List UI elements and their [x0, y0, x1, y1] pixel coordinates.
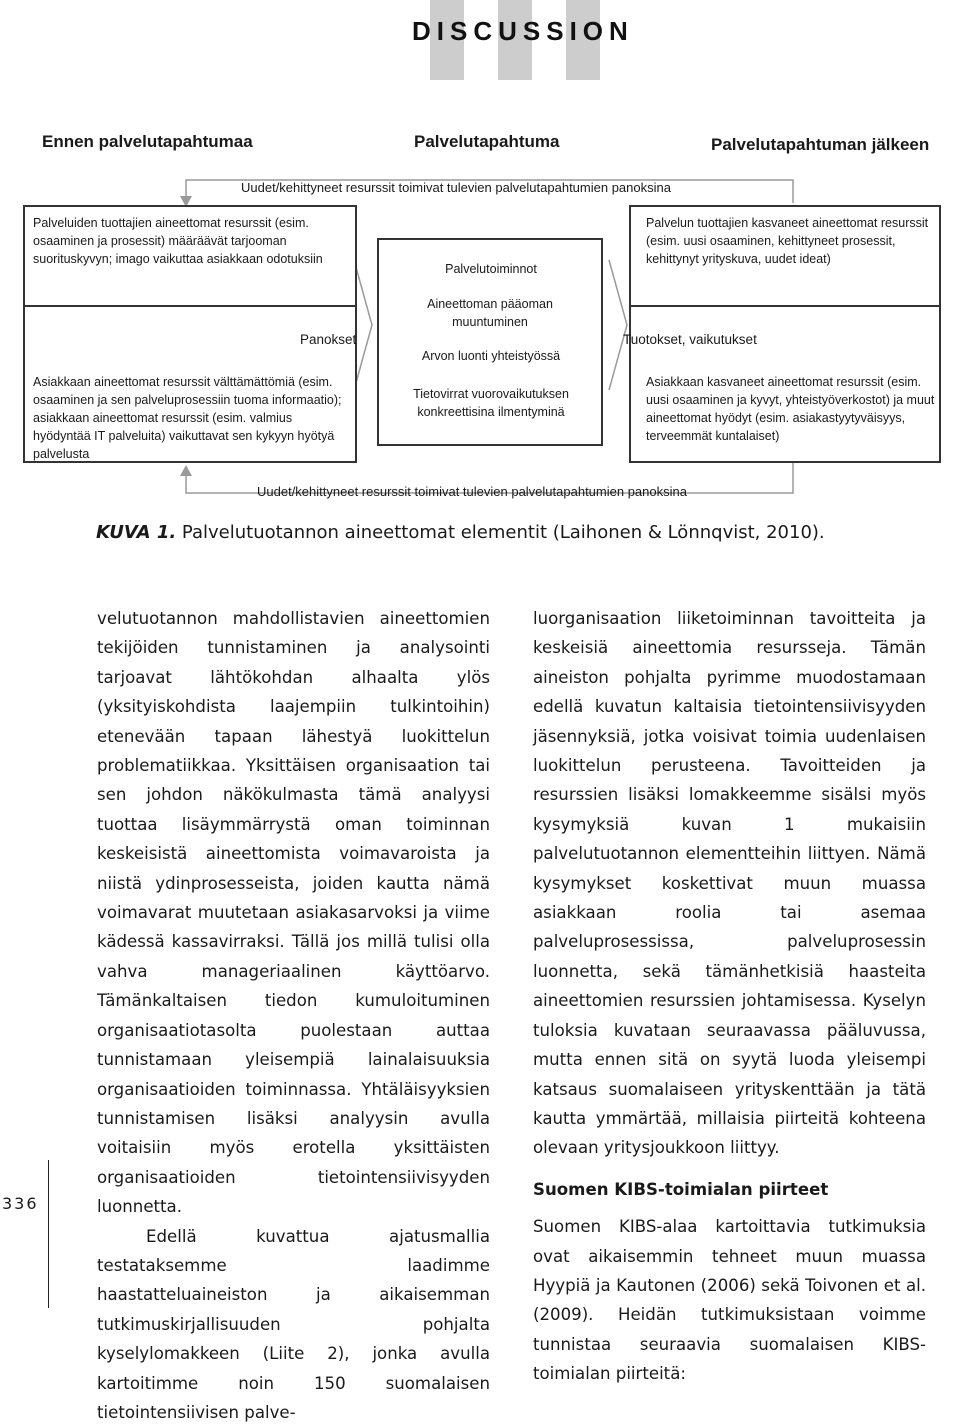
chevron-right: [609, 260, 627, 390]
figure-caption: [96, 522, 825, 543]
paragraph: Suomen KIBS-alaa kartoittavia tutkimuksia ovat aikaisemmin tehneet muun muassa Hyypiä ja Kautonen (2006) sekä Toivonen et al. (2009). Heidän tutkimuksistaan voimme tunnistaa seuraavia suomalaisen KIBS-toimialan piirteitä:: [533, 1217, 926, 1384]
arrowhead-bottom: [180, 465, 192, 476]
inputs-label: Panokset: [300, 332, 357, 347]
body-column-left: [97, 604, 490, 1427]
column-heading-after: Palvelutapahtuman jälkeen: [711, 135, 930, 154]
box-after-top-text: Palvelun tuottajien kasvaneet aineettomat resurssit (esim. uusi osaaminen, kehittyneet prosessit, kehittynyt yrityskuva, uudet ideat): [646, 216, 929, 266]
paragraph: velutuotannon mahdollistavien aineettomien tekijöiden tunnistaminen ja analysointi tarjoavat lähtökohdan alhaalta ylös (yksityiskohdista laajempiin tulkintoihin) etenevään tapaan lähestyä luokittelun problematiikkaa. Yksittäisen organisaation tai sen johdon näkökulmasta tämä analyysi tuottaa lisäymmärrystä oman toiminnan keskeisistä aineettomista voimavaroista ja niistä ydinprosesseista, joiden kautta nämä voimavarat muutetaan asiakasarvoksi ja viime kädessä kassavirraksi. Tällä jos millä tulisi olla vahva manageriaalinen käyttöarvo. Tämänkaltaisen tiedon kumuloituminen organisaatiotasolta puolestaan auttaa tunnistamaan yleisempiä lainalaisuuksia organisaatioiden toiminnassa. Yhtäläisyyksien tunnistamisen lisäksi analyysin avulla voitaisiin myös erotella yksittäisten organisaatioiden tietointensiivisyyden luonnetta.: [97, 609, 490, 1217]
page-number: 336: [2, 1194, 39, 1213]
subsection-heading: Suomen KIBS-toimialan piirteet: [533, 1179, 829, 1199]
body-column-right: [533, 604, 926, 1389]
box-before-top-text: Palveluiden tuottajien aineettomat resurssit (esim. osaaminen ja prosessit) määräävät tarjooman suorituskyvyn; imago vaikuttaa asiakkaan odotuksiin: [33, 216, 323, 266]
center-item-operations: Palvelutoiminnot: [445, 262, 537, 276]
center-item-information-flows: Tietovirrat vuorovaikutuksen konkreettisina ilmentyminä: [413, 387, 569, 419]
outputs-label: Tuotokset, vaikutukset: [623, 332, 757, 347]
box-after-bottom-text: Asiakkaan kasvaneet aineettomat resurssit (esim. uusi osaaminen ja kyvyt, yhteistyöverkostot) ja muut aineettomat hyödyt (esim. asiakastyytyväisyys, terveemmät kuntalaiset): [646, 375, 935, 443]
box-before-bottom-text: Asiakkaan aineettomat resurssit välttämättömiä (esim. osaaminen ja sen palveluprosessiin tuoma informaatio); asiakkaan aineettomat resurssit (esim. valmius hyödyntää IT palveluita) vaikuttavat sen kykyyn hyötyä palvelusta: [33, 375, 342, 461]
center-item-value-creation: Arvon luonti yhteistyössä: [421, 349, 561, 363]
caption-label: KUVA 1.: [96, 522, 177, 543]
caption-text: Palvelutuotannon aineettomat elementit (Laihonen & Lönnqvist, 2010).: [176, 522, 825, 543]
paragraph: luorganisaation liiketoiminnan tavoitteita ja keskeisiä aineettomia resursseja. Tämän aineiston pohjalta pyrimme muodostamaan edellä kuvatun kaltaisia tietointensiivisyyden jäsennyksiä, jotka voisivat toimia uudenlaisen luokittelun perusteena. Tavoitteiden ja resurssien lisäksi lomakkeemme sisälsi myös kysymyksiä kuvan 1 mukaisiin palvelutuotannon elementteihin liittyen. Nämä kysymykset koskettivat muun muassa asiakkaan roolia tai asemaa palveluprosessissa, palveluprosessin luonnetta, sekä tämänhetkisiä haasteita aineettomien resurssien johtamisessa. Kyselyn tuloksia kuvataan seuraavassa pääluvussa, mutta ennen sitä on syytä luoda yleisempi katsaus suomalaiseen yrityskenttään ja tätä kautta ymmärtää, millaisia piirteitä kohteena olevaan yritysjoukkoon liittyy.: [533, 609, 926, 1158]
page-margin-rule: [48, 1160, 49, 1308]
section-title: DISCUSSION: [412, 16, 634, 46]
flow-label-bottom: Uudet/kehittyneet resurssit toimivat tulevien palvelutapahtumien panoksina: [257, 484, 687, 499]
column-heading-during: Palvelutapahtuma: [414, 132, 560, 151]
column-heading-before: Ennen palvelutapahtumaa: [42, 132, 253, 151]
flow-label-top: Uudet/kehittyneet resurssit toimivat tulevien palvelutapahtumien panoksina: [241, 180, 671, 195]
paragraph: Edellä kuvattua ajatusmallia testataksemme laadimme haastatteluaineiston ja aikaisemman tutkimuskirjallisuuden pohjalta kyselylomakkeen (Liite 2), jonka avulla kartoitimme noin 150 suomalaisen tietointensiivisen palve-: [97, 1226, 490, 1422]
center-item-transformation: Aineettoman pääoman muuntuminen: [427, 297, 553, 329]
